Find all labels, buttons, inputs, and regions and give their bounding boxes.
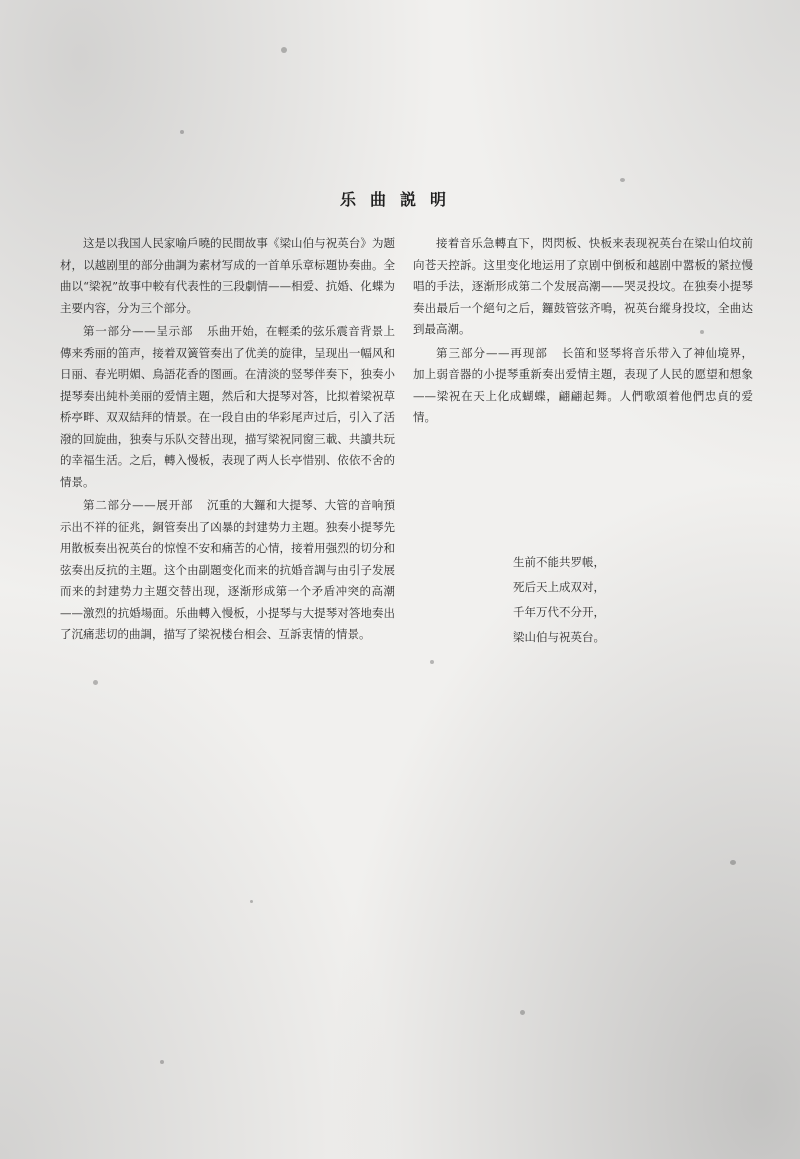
print-speck [93,680,98,685]
print-speck [281,47,287,53]
part3-heading: 第三部分——再现部 [436,345,548,360]
print-speck [730,860,736,865]
part2-heading: 第二部分——展开部 [83,498,194,512]
poem-line: 千年万代不分开， [513,605,605,619]
left-column [60,233,395,648]
print-speck [160,1060,164,1064]
poem [513,550,605,650]
poem-line: 梁山伯与祝英台。 [513,630,605,644]
right-column [413,233,753,431]
print-speck [520,1010,525,1015]
print-speck [620,178,625,182]
part1-paragraph [60,321,395,493]
part2-paragraph [60,495,395,646]
part3-paragraph [413,343,753,429]
intro-paragraph: 这是以我国人民家喻戶曉的民間故事《梁山伯与祝英台》为题材，以越剧里的部分曲調为素材写成的一首单乐章标題协奏曲。全曲以“梁祝”故事中較有代表性的三段劇情——相爱、抗婚、化蝶为主要内容，分为三个部分。 [60,236,395,315]
poem-line: 生前不能共罗帳， [513,555,605,569]
part2-continued-paragraph: 接着音乐急轉直下，閃閃板、快板来表现祝英台在梁山伯坟前向苍天控訴。这里变化地运用了京剧中倒板和越剧中嚣板的紧拉慢唱的手法，逐渐形成第二个发展高潮——哭灵投坟。在独奏小提琴奏出最后一个絕句之后，鑼鼓管弦齐鳴，祝英台縱身投坟，全曲达到最高潮。 [413,236,753,336]
part3-text: 长笛和竖琴将音乐带入了神仙境界，加上弱音器的小提琴重新奏出爱情主題，表现了人民的愿望和想象——梁祝在天上化成蝴蝶，翩翩起舞。人們歌頌着他們忠貞的爱情。 [413,345,754,424]
poem-line: 死后天上成双对， [513,580,605,594]
part1-heading: 第一部分——呈示部 [83,324,194,338]
page-title: 乐曲説明 [339,190,460,209]
print-speck [250,900,253,903]
part1-text: 乐曲开始，在輕柔的弦乐震音背景上傳来秀丽的笛声，接着双簧管奏出了优美的旋律，呈现出一幅风和日丽、春光明媚、鳥語花香的图画。在清淡的竖琴伴奏下，独奏小提琴奏出純朴美丽的爱情主題，然后和大提琴对答，比拟着梁祝草桥亭畔、双双結拜的情景。在一段自由的华彩尾声过后，引入了活潑的回旋曲，独奏与乐队交替出现，描写梁祝同窗三載、共讀共玩的幸福生活。之后，轉入慢板，表现了两人长亭惜别、依依不舍的情景。 [60,324,396,489]
part2-text: 沉重的大鑼和大提琴、大管的音响預示出不祥的征兆，銅管奏出了凶暴的封建势力主題。独奏小提琴先用散板奏出祝英台的惊惶不安和痛苦的心情，接着用强烈的切分和弦奏出反抗的主題。这个由副題变化而来的抗婚音調与由引子发展而来的封建势力主題交替出现，逐渐形成第一个矛盾冲突的高潮——激烈的抗婚場面。乐曲轉入慢板，小提琴与大提琴对答地奏出了沉痛悲切的曲調，描写了梁祝楼台相会、互訴衷情的情景。 [60,498,396,641]
print-speck [180,130,184,134]
print-speck [430,660,434,664]
